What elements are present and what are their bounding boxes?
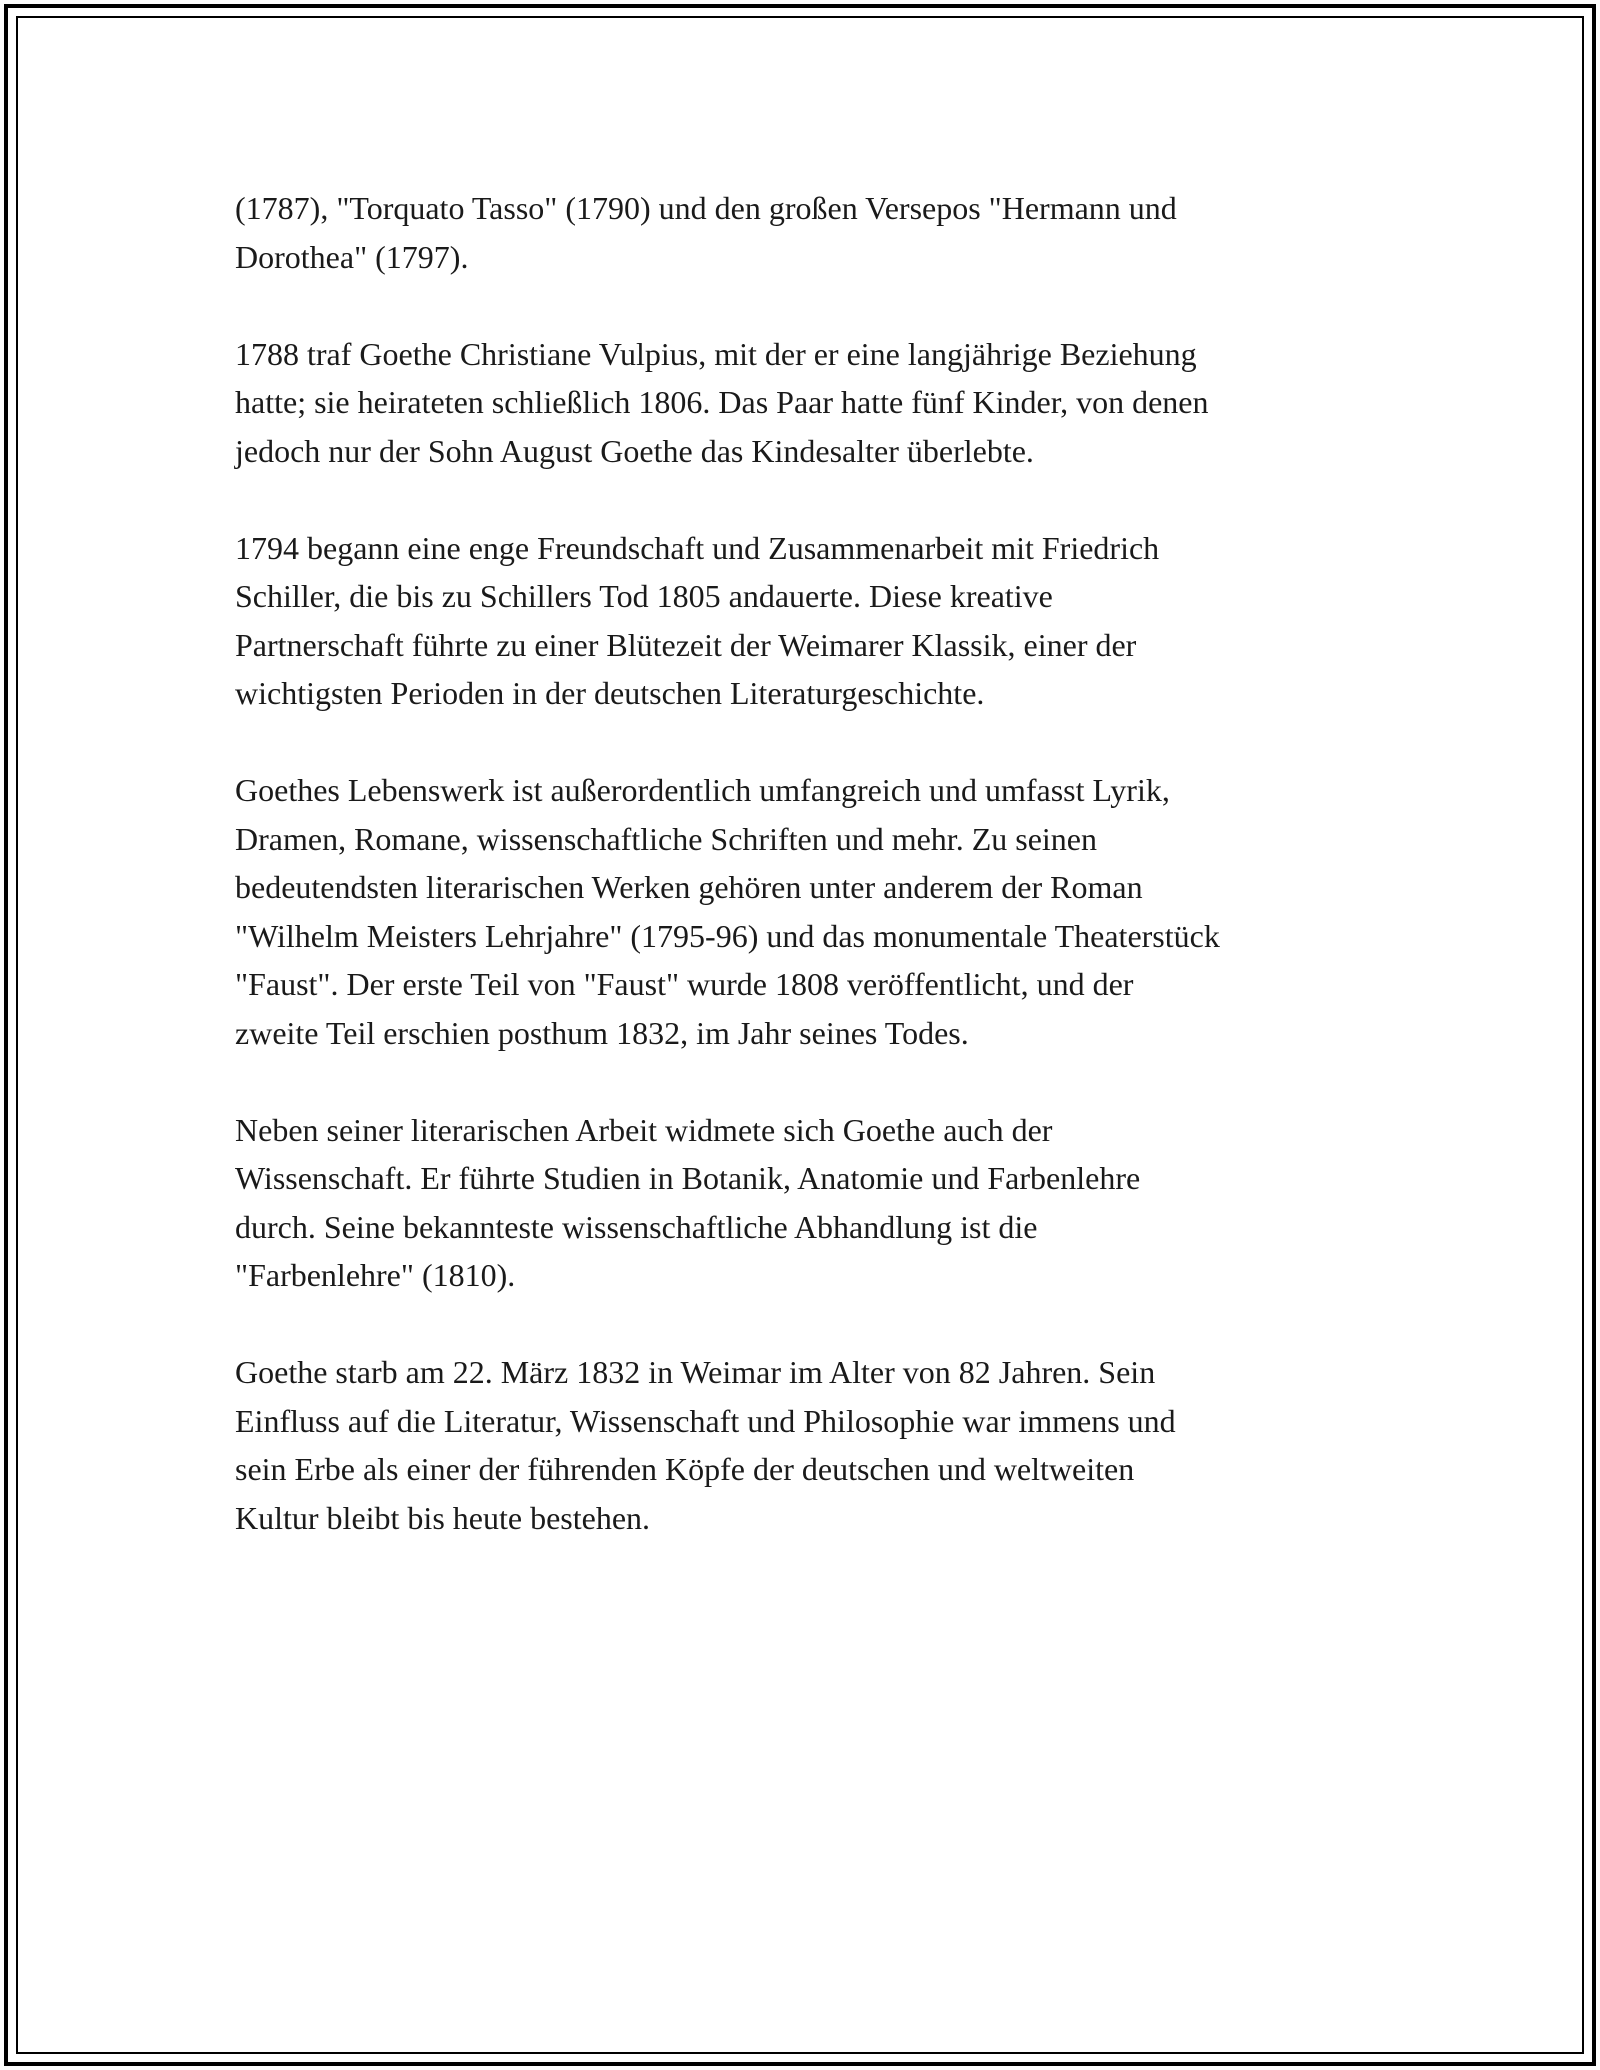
text-line: Einfluss auf die Literatur, Wissenschaft und Philosophie war immens und [235,1402,1176,1439]
text-line: zweite Teil erschien posthum 1832, im Jahr seines Todes. [235,1014,969,1051]
text-line: Kultur bleibt bis heute bestehen. [235,1499,651,1536]
document-body [235,184,1415,1591]
text-line: Dorothea" (1797). [235,238,469,275]
paragraph-works-continued [235,184,1415,281]
text-line: bedeutendsten literarischen Werken gehören unter anderem der Roman [235,869,1143,905]
paragraph-vulpius [235,330,1415,476]
text-line: durch. Seine bekannteste wissenschaftliche Abhandlung ist die [235,1208,1038,1245]
text-line: 1794 begann eine enge Freundschaft und Zusammenarbeit mit Friedrich [235,529,1160,566]
text-line: Goethes Lebenswerk ist außerordentlich umfangreich und umfasst Lyrik, [235,772,1170,808]
text-line: "Farbenlehre" (1810). [235,1257,516,1293]
text-line: Neben seiner literarischen Arbeit widmete sich Goethe auch der [235,1111,1053,1148]
text-line: "Faust". Der erste Teil von "Faust" wurde 1808 veröffentlicht, und der [235,966,1134,1002]
text-line: Dramen, Romane, wissenschaftliche Schriften und mehr. Zu seinen [235,820,1097,857]
text-line: sein Erbe als einer der führenden Köpfe der deutschen und weltweiten [235,1451,1135,1487]
text-line: (1787), "Torquato Tasso" (1790) und den großen Versepos "Hermann und [235,190,1177,226]
text-line: wichtigsten Perioden in der deutschen Literaturgeschichte. [235,675,985,711]
text-line: 1788 traf Goethe Christiane Vulpius, mit der er eine langjährige Beziehung [235,335,1197,372]
text-line: Goethe starb am 22. März 1832 in Weimar im Alter von 82 Jahren. Sein [235,1354,1156,1390]
paragraph-death-legacy [235,1348,1415,1542]
paragraph-schiller [235,524,1415,718]
text-line: Wissenschaft. Er führte Studien in Botanik, Anatomie und Farbenlehre [235,1160,1141,1196]
paragraph-lifework [235,766,1415,1057]
text-line: Schiller, die bis zu Schillers Tod 1805 andauerte. Diese kreative [235,578,1053,614]
text-line: hatte; sie heirateten schließlich 1806. Das Paar hatte fünf Kinder, von denen [235,384,1209,420]
text-line: jedoch nur der Sohn August Goethe das Kindesalter überlebte. [235,432,1034,469]
text-line: "Wilhelm Meisters Lehrjahre" (1795-96) und das monumentale Theaterstück [235,917,1220,954]
paragraph-science [235,1106,1415,1300]
text-line: Partnerschaft führte zu einer Blütezeit der Weimarer Klassik, einer der [235,626,1137,663]
